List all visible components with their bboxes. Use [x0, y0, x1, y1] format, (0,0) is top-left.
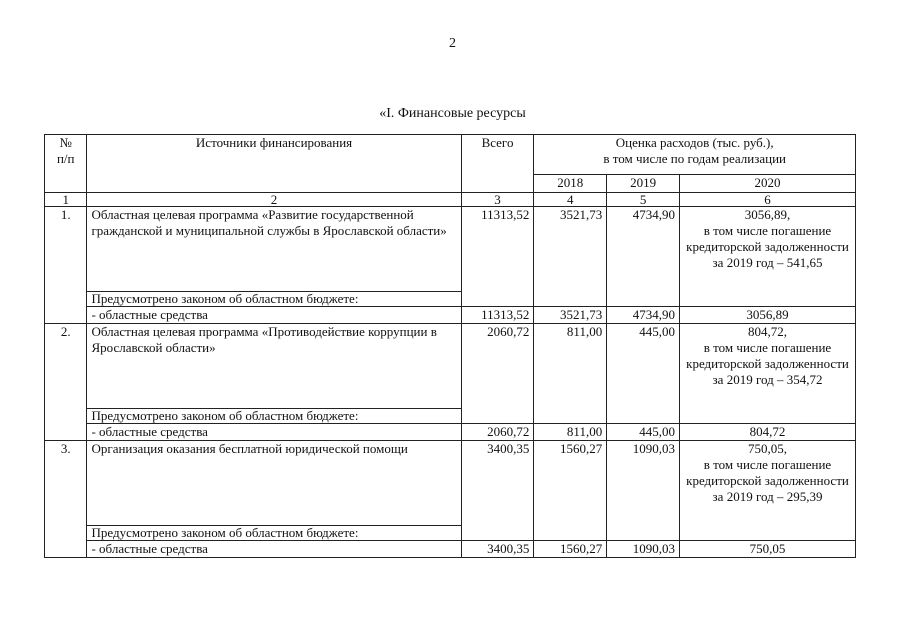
- regional-funds-total: 2060,72: [461, 424, 534, 441]
- col-number-6: 6: [680, 193, 856, 207]
- regional-funds-label: - областные средства: [87, 424, 461, 441]
- program-2019: 4734,90: [607, 207, 680, 307]
- header-year-2019: 2019: [607, 175, 680, 193]
- regional-funds-2018: 811,00: [534, 424, 607, 441]
- provided-by-law-label: Предусмотрено законом об областном бюджете:: [87, 526, 461, 541]
- header-total: Всего: [461, 135, 534, 193]
- regional-funds-2020: 750,05: [680, 541, 856, 558]
- program-name: Областная целевая программа «Противодействие коррупции в Ярославской области»: [87, 324, 461, 409]
- regional-funds-2019: 4734,90: [607, 307, 680, 324]
- program-total: 3400,35: [461, 441, 534, 541]
- col-number-2: 2: [87, 193, 461, 207]
- row-number: 3.: [45, 441, 87, 558]
- col-number-5: 5: [607, 193, 680, 207]
- header-year-2018: 2018: [534, 175, 607, 193]
- program-2018: 1560,27: [534, 441, 607, 541]
- regional-funds-total: 11313,52: [461, 307, 534, 324]
- regional-funds-total: 3400,35: [461, 541, 534, 558]
- program-2020: 3056,89, в том числе погашение кредиторской задолженности за 2019 год – 541,65: [680, 207, 856, 307]
- section-title: «I. Финансовые ресурсы: [379, 106, 526, 121]
- header-number: № п/п: [45, 135, 87, 193]
- header-year-2020: 2020: [680, 175, 856, 193]
- program-2019: 445,00: [607, 324, 680, 424]
- program-2019: 1090,03: [607, 441, 680, 541]
- regional-funds-2020: 804,72: [680, 424, 856, 441]
- program-2020: 750,05, в том числе погашение кредиторской задолженности за 2019 год – 295,39: [680, 441, 856, 541]
- regional-funds-2019: 445,00: [607, 424, 680, 441]
- row-number: 2.: [45, 324, 87, 441]
- regional-funds-label: - областные средства: [87, 541, 461, 558]
- program-total: 11313,52: [461, 207, 534, 307]
- col-number-4: 4: [534, 193, 607, 207]
- col-number-3: 3: [461, 193, 534, 207]
- header-estimate: Оценка расходов (тыс. руб.), в том числе по годам реализации: [534, 135, 856, 175]
- program-2018: 3521,73: [534, 207, 607, 307]
- regional-funds-2018: 1560,27: [534, 541, 607, 558]
- regional-funds-2019: 1090,03: [607, 541, 680, 558]
- financial-resources-table: [44, 134, 856, 558]
- row-number: 1.: [45, 207, 87, 324]
- regional-funds-label: - областные средства: [87, 307, 461, 324]
- regional-funds-2018: 3521,73: [534, 307, 607, 324]
- col-number-1: 1: [45, 193, 87, 207]
- program-name: Организация оказания бесплатной юридической помощи: [87, 441, 461, 526]
- provided-by-law-label: Предусмотрено законом об областном бюджете:: [87, 292, 461, 307]
- program-2018: 811,00: [534, 324, 607, 424]
- program-total: 2060,72: [461, 324, 534, 424]
- regional-funds-2020: 3056,89: [680, 307, 856, 324]
- program-2020: 804,72, в том числе погашение кредиторской задолженности за 2019 год – 354,72: [680, 324, 856, 424]
- page-number: 2: [449, 36, 456, 51]
- header-source: Источники финансирования: [87, 135, 461, 193]
- program-name: Областная целевая программа «Развитие государственной гражданской и муниципальной службы в Ярославской области»: [87, 207, 461, 292]
- provided-by-law-label: Предусмотрено законом об областном бюджете:: [87, 409, 461, 424]
